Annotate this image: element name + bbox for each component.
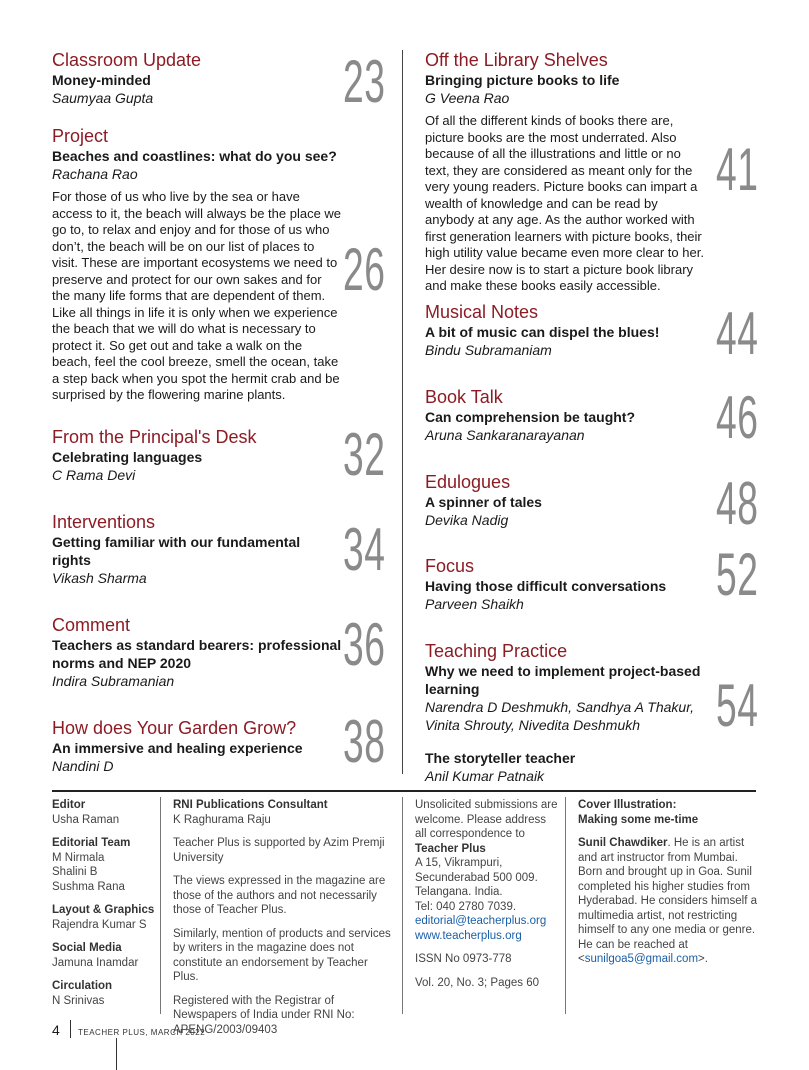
masthead-cover [578, 798, 758, 967]
article-description: Of all the different kinds of books there are, picture books are the most underrated. Also because of all the illustrations and little or no text, they are considered as meant only for the very young readers. Picture books can impart a wealth of knowledge and can be read by anybody at any age. As the author worked with first generation learners with picture books, their high utility value became even more clear to her. Her desire now is to start a picture book library and make these books easily accessible. [425, 113, 704, 293]
artist-name: Sunil Chawdiker [578, 837, 668, 849]
article-title: Beaches and coastlines: what do you see? [52, 148, 337, 164]
section-name: From the Principal's Desk [52, 427, 257, 447]
submissions-note: Unsolicited submissions are welcome. Please address all correspondence to [415, 799, 558, 840]
endorsement-disclaimer: Similarly, mention of products and services by writers in the magazine does not constitute an endorsement by Teacher Plus. [173, 927, 391, 983]
article-title: Having those difficult conversations [425, 578, 667, 594]
column-divider [402, 50, 403, 774]
masthead-info [173, 798, 395, 1046]
page-number: 54 [716, 672, 759, 739]
article-author: Nandini D [52, 758, 114, 774]
article-title: A spinner of tales [425, 494, 542, 510]
page-number: 41 [716, 136, 759, 203]
page-number: 46 [716, 384, 759, 451]
cover-title: Making some me-time [578, 813, 699, 826]
rni-label: RNI Publications Consultant [173, 799, 328, 811]
editor-label: Editor [52, 799, 86, 811]
article-title: A bit of music can dispel the blues! [425, 324, 660, 340]
website-link[interactable]: www.teacherplus.org [415, 929, 522, 942]
masthead-divider [160, 797, 161, 1014]
toc-entry-interventions[interactable] [52, 512, 312, 587]
section-name: Interventions [52, 512, 156, 532]
rni-name: K Raghurama Raju [173, 813, 271, 826]
article-author: G Veena Rao [425, 90, 510, 106]
address-line: Tel: 040 2780 7039. [415, 900, 517, 913]
page-number: 32 [343, 421, 386, 488]
cover-label: Cover Illustration: [578, 799, 677, 811]
page-number: 23 [343, 48, 386, 115]
section-name: Classroom Update [52, 50, 202, 70]
article-author: C Rama Devi [52, 467, 136, 483]
article-title: Teachers as standard bearers: professional norms and NEP 2020 [52, 637, 342, 671]
article-author: Aruna Sankaranarayanan [425, 427, 585, 443]
section-name: Focus [425, 556, 475, 576]
article-author: Bindu Subramaniam [425, 342, 552, 358]
page-number: 48 [716, 470, 759, 537]
article-author-extra: Anil Kumar Patnaik [425, 768, 545, 784]
layout-label: Layout & Graphics [52, 904, 155, 916]
team-member: Sushma Rana [52, 880, 125, 893]
article-author: Vikash Sharma [52, 570, 147, 586]
page-number: 52 [716, 541, 759, 608]
email-link[interactable]: editorial@teacherplus.org [415, 915, 547, 927]
article-author: Devika Nadig [425, 512, 509, 528]
toc-entry-principals-desk[interactable] [52, 427, 342, 484]
toc-entry-teaching-practice[interactable] [425, 641, 710, 785]
section-name: How does Your Garden Grow? [52, 718, 297, 738]
section-name: Edulogues [425, 472, 511, 492]
masthead-staff [52, 798, 156, 1017]
article-author: Indira Subramanian [52, 673, 175, 689]
artist-bio: Sunil Chawdiker. He is an artist and art instructor from Mumbai. Born and brought up in Goa. Sunil completed his higher studies from Hyderabad. He considers himself a multimedia artist, not restricting himself to any one media or genre. He can be reached at <sunilgoa5@gmail.com>. [578, 837, 757, 965]
page-number: 44 [716, 300, 759, 367]
article-title: Can comprehension be taught? [425, 409, 636, 425]
page-number: 36 [343, 611, 386, 678]
address-line: Telangana. India. [415, 886, 503, 898]
toc-entry-musical-notes[interactable] [425, 302, 705, 359]
article-title-extra: The storyteller teacher [425, 750, 576, 766]
team-member: M Nirmala [52, 851, 105, 864]
article-title: Money-minded [52, 72, 151, 88]
team-member: Shalini B [52, 866, 98, 878]
page-number: 26 [343, 236, 386, 303]
toc-entry-garden[interactable] [52, 718, 342, 775]
social-label: Social Media [52, 942, 122, 954]
toc-entry-focus[interactable] [425, 556, 705, 613]
registration-note: Registered with the Registrar of Newspapers of India under RNI No: APENG/2003/09403 [173, 994, 355, 1036]
volume-info: Vol. 20, No. 3; Pages 60 [415, 976, 540, 989]
artist-bio-text: . He is an artist and art instructor from Mumbai. Born and brought up in Goa. Sunil completed his higher studies from Hyderabad. He considers himself a multimedia artist, not restricting himself to any one media or genre. He can be reached at [578, 837, 757, 951]
section-name: Comment [52, 615, 131, 635]
toc-entry-comment[interactable] [52, 615, 342, 690]
section-name: Off the Library Shelves [425, 50, 608, 70]
toc-entry-classroom-update[interactable] [52, 50, 342, 107]
page-number: 34 [343, 516, 386, 583]
section-name: Teaching Practice [425, 641, 568, 661]
article-title: Getting familiar with our fundamental rights [52, 534, 301, 568]
support-note: Teacher Plus is supported by Azim Premji University [173, 837, 385, 864]
toc-entry-library-shelves[interactable] [425, 50, 705, 295]
section-name: Musical Notes [425, 302, 539, 322]
article-description: For those of us who live by the sea or have access to it, the beach will always be the place we go to, to relax and enjoy and for those of us who don’t, the beach will be on our list of places to visit. These are important ecosystems we need to preserve and protect for our own sakes and for the many life forms that are dependent of them. Like all things in life it is only when we experience the beach that we will do what is necessary to protect it. So get out and take a walk on the beach, feel the cool breeze, smell the ocean, take a step back when you spot the hermit crab and be surprised by the flowering marine plants. [52, 189, 342, 402]
article-title: Bringing picture books to life [425, 72, 620, 88]
artist-email-link[interactable]: sunilgoa5@gmail.com [584, 953, 699, 965]
masthead-rule [52, 790, 756, 792]
article-author: Rachana Rao [52, 166, 138, 182]
team-label: Editorial Team [52, 837, 131, 849]
masthead-divider [402, 797, 403, 1014]
circulation-label: Circulation [52, 980, 113, 992]
views-disclaimer: The views expressed in the magazine are those of the authors and not necessarily those of Teacher Plus. [173, 875, 386, 916]
footer-page-number: 4 [52, 1022, 60, 1038]
section-name: Project [52, 126, 109, 146]
masthead-divider [565, 797, 566, 1014]
social-name: Jamuna Inamdar [52, 956, 139, 969]
issn: ISSN No 0973-778 [415, 953, 512, 965]
circulation-name: N Srinivas [52, 994, 105, 1007]
editor-name: Usha Raman [52, 813, 120, 826]
masthead-contact [415, 798, 560, 999]
address-line: Secunderabad 500 009. [415, 871, 538, 884]
article-author: Parveen Shaikh [425, 596, 524, 612]
footer-divider-long [116, 1038, 117, 1070]
article-author: Narendra D Deshmukh, Sandhya A Thakur, Vinita Shrouty, Nivedita Deshmukh [425, 699, 694, 733]
layout-name: Rajendra Kumar S [52, 918, 147, 931]
org-name: Teacher Plus [415, 842, 486, 855]
footer-magazine-name: TEACHER PLUS, MARCH 2022 [78, 1028, 206, 1037]
section-name: Book Talk [425, 387, 503, 407]
article-title: Celebrating languages [52, 449, 203, 465]
footer-divider [70, 1020, 71, 1038]
address-line: A 15, Vikrampuri, [415, 857, 503, 869]
toc-entry-book-talk[interactable] [425, 387, 705, 444]
page-number: 38 [343, 708, 386, 775]
article-title: An immersive and healing experience [52, 740, 303, 756]
article-title: Why we need to implement project-based learning [425, 663, 701, 697]
toc-entry-project[interactable] [52, 126, 342, 404]
article-author: Saumyaa Gupta [52, 90, 154, 106]
toc-entry-edulogues[interactable] [425, 472, 705, 529]
